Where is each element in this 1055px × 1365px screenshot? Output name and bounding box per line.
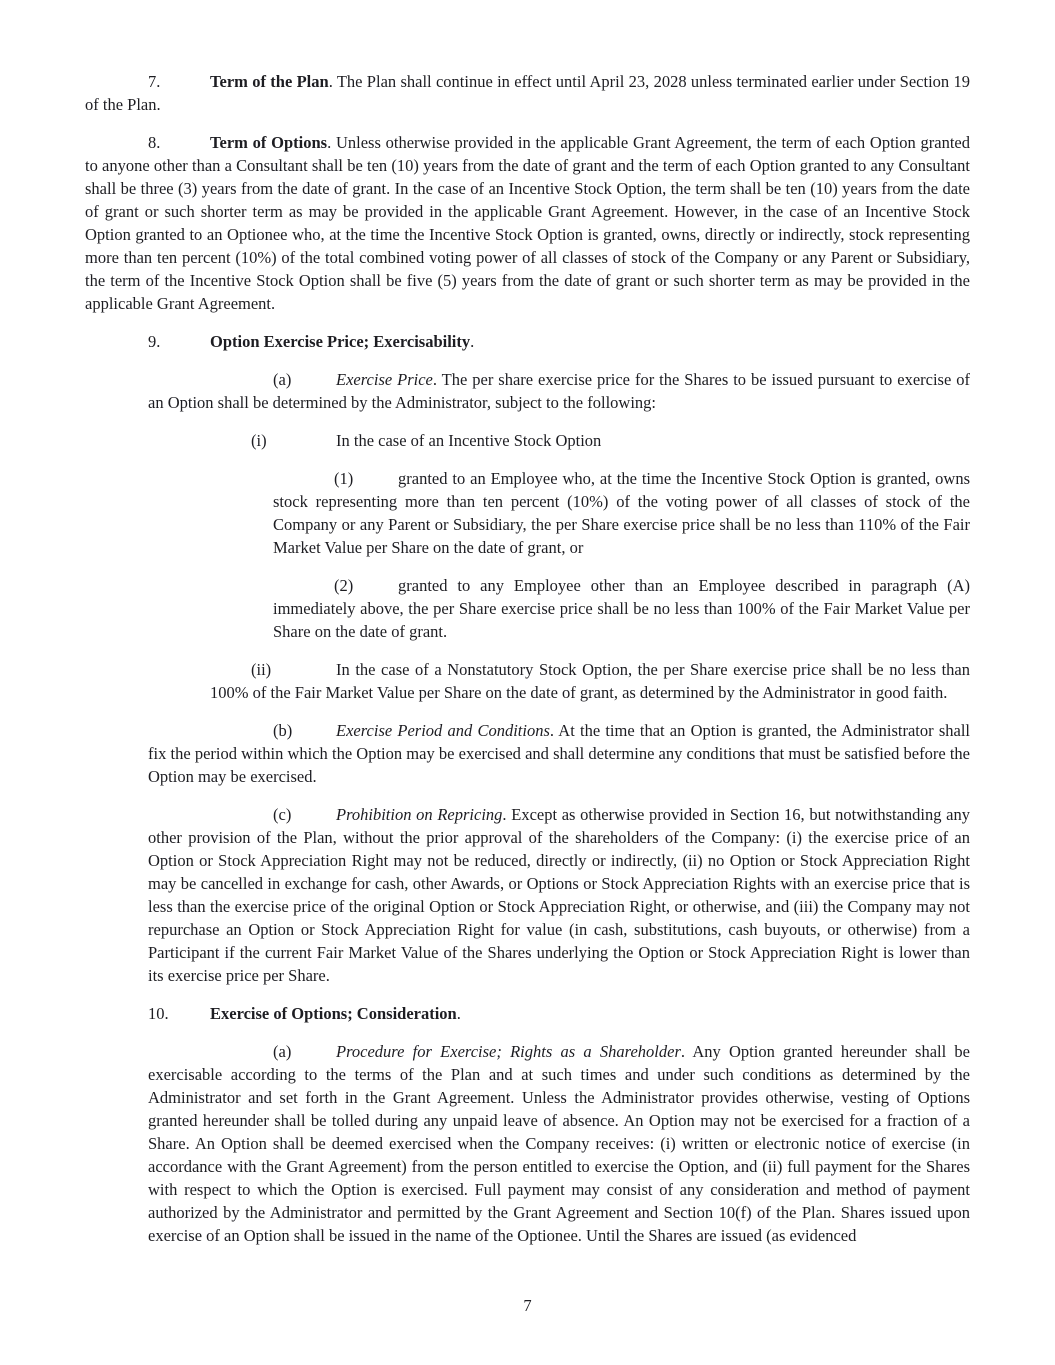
paragraph-7-term-of-plan (85, 70, 970, 116)
paragraph-number: 8. (148, 133, 161, 152)
paragraph-heading: Term of the Plan (210, 72, 329, 91)
paragraph-heading: Exercise Price (336, 370, 433, 389)
paragraph-9a-i-1-ten-percent-owner (85, 467, 970, 559)
paragraph-9c-prohibition-on-repricing (85, 803, 970, 987)
paragraph-number: (a) (273, 1042, 292, 1061)
paragraph-number: (ii) (251, 660, 272, 679)
paragraph-text: . (456, 1004, 461, 1023)
paragraph-text: In the case of an Incentive Stock Option (336, 431, 602, 450)
page-number: 7 (523, 1296, 532, 1315)
paragraph-number: 9. (148, 332, 161, 351)
paragraph-8-term-of-options (85, 131, 970, 315)
paragraph-heading: Procedure for Exercise; Rights as a Shareholder (336, 1042, 681, 1061)
paragraph-number: 7. (148, 72, 161, 91)
paragraph-9a-ii-nonstatutory-option (85, 658, 970, 704)
paragraph-heading: Exercise Period and Conditions (336, 721, 550, 740)
paragraph-number: (i) (251, 431, 267, 450)
paragraph-9a-exercise-price (85, 368, 970, 414)
paragraph-number: 10. (148, 1004, 169, 1023)
paragraph-10a-procedure-for-exercise (85, 1040, 970, 1247)
paragraph-number: (c) (273, 805, 292, 824)
paragraph-heading: Term of Options (210, 133, 328, 152)
paragraph-text: . The per share exercise price for the Shares to be issued pursuant to exercise of an Option shall be determined by the Administrator, subject to the following: (148, 370, 970, 412)
paragraph-9b-exercise-period (85, 719, 970, 788)
paragraph-9a-i-incentive-stock-option (85, 429, 970, 452)
document-body (85, 70, 970, 1247)
paragraph-number: (2) (334, 576, 354, 595)
paragraph-number: (a) (273, 370, 292, 389)
paragraph-text: granted to an Employee who, at the time the Incentive Stock Option is granted, owns stock representing more than ten percent (10%) of the voting power of all classes of stock of the Company or any Parent or Subsidiary, the per Share exercise price shall be no less than 110% of the Fair Market Value per Share on the date of grant, or (273, 469, 970, 557)
paragraph-text: In the case of a Nonstatutory Stock Option, the per Share exercise price shall be no less than 100% of the Fair Market Value per Share on the date of grant, as determined by the Administrator in good faith. (210, 660, 970, 702)
paragraph-text: . (470, 332, 475, 351)
paragraph-heading: Prohibition on Repricing (336, 805, 503, 824)
paragraph-10-exercise-of-options (85, 1002, 970, 1025)
paragraph-number: (1) (334, 469, 354, 488)
paragraph-text: . The Plan shall continue in effect until April 23, 2028 unless terminated earlier under Section 19 of the Plan. (85, 72, 970, 114)
paragraph-text: . At the time that an Option is granted, the Administrator shall fix the period within which the Option may be exercised and shall determine any conditions that must be satisfied before the Option may be exercised. (148, 721, 970, 786)
paragraph-text: . Except as otherwise provided in Section 16, but notwithstanding any other provision of the Plan, without the prior approval of the shareholders of the Company: (i) the exercise price of an Option or Stock Appreciation Right may not be reduced, directly or indirectly, (ii) no Option or Stock Appreciation Right may be cancelled in exchange for cash, other Awards, or Options or Stock Appreciation Rights with an exercise price that is less than the exercise price of the original Option or Stock Appreciation Right, or otherwise, and (iii) the Company may not repurchase an Option or Stock Appreciation Right for value (in cash, substitutions, cash buyouts, or otherwise) from a Participant if the current Fair Market Value of the Shares underlying the Option or Stock Appreciation Right is lower than its exercise price per Share. (148, 805, 970, 985)
paragraph-9-option-exercise-price (85, 330, 970, 353)
paragraph-number: (b) (273, 721, 293, 740)
paragraph-text: granted to any Employee other than an Employee described in paragraph (A) immediately above, the per Share exercise price shall be no less than 100% of the Fair Market Value per Share on the date of grant. (273, 576, 970, 641)
paragraph-heading: Option Exercise Price; Exercisability (210, 332, 471, 351)
paragraph-heading: Exercise of Options; Consideration (210, 1004, 457, 1023)
paragraph-9a-i-2-other-employee (85, 574, 970, 643)
paragraph-text: . Any Option granted hereunder shall be exercisable according to the terms of the Plan and at such times and under such conditions as determined by the Administrator and set forth in the Grant Agreement. Unless the Administrator provides otherwise, vesting of Options granted hereunder shall be tolled during any unpaid leave of absence. An Option may not be exercised for a fraction of a Share. An Option shall be deemed exercised when the Company receives: (i) written or electronic notice of exercise (in accordance with the Grant Agreement) from the person entitled to exercise the Option, and (ii) full payment for the Shares with respect to which the Option is exercised. Full payment may consist of any consideration and method of payment authorized by the Administrator and permitted by the Grant Agreement and Section 10(f) of the Plan. Shares issued upon exercise of an Option shall be issued in the name of the Optionee. Until the Shares are issued (as evidenced (148, 1042, 971, 1245)
paragraph-text: . Unless otherwise provided in the applicable Grant Agreement, the term of each Option granted to anyone other than a Consultant shall be ten (10) years from the date of grant and the term of each Option granted to any Consultant shall be three (3) years from the date of grant. In the case of an Incentive Stock Option, the term shall be ten (10) years from the date of grant or such shorter term as may be provided in the applicable Grant Agreement. However, in the case of an Incentive Stock Option granted to an Optionee who, at the time the Incentive Stock Option is granted, owns, directly or indirectly, stock representing more than ten percent (10%) of the total combined voting power of all classes of stock of the Company or any Parent or Subsidiary, the term of the Incentive Stock Option shall be five (5) years from the date of grant or such shorter term as may be provided in the applicable Grant Agreement. (85, 133, 970, 313)
